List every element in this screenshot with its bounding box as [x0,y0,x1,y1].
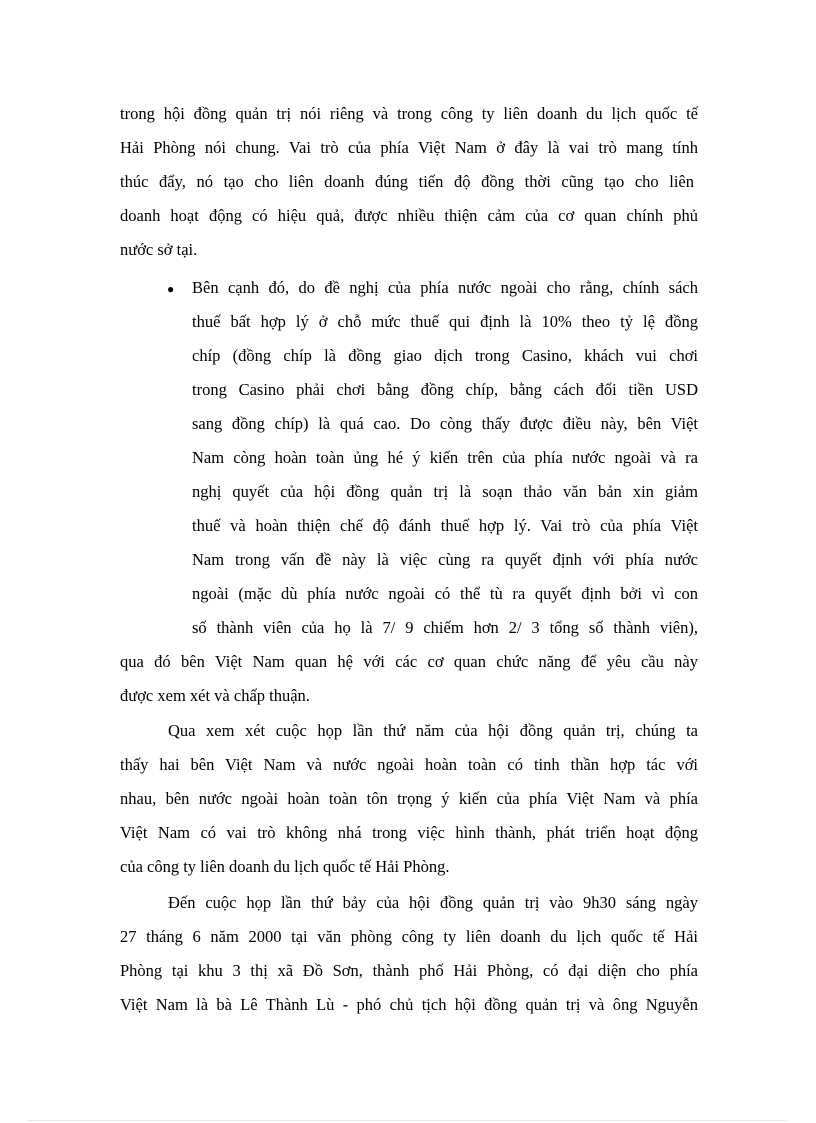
paragraph-3-line: 27 tháng 6 năm 2000 tại văn phòng công ty liên doanh du lịch quốc tế Hải [120,927,698,946]
bullet-icon: ● [167,282,175,296]
paragraph-3-line: Phòng tại khu 3 thị xã Đồ Sơn, thành phố Hải Phòng, có đại diện cho phía [120,961,698,980]
bullet-item-line: Nam trong vấn đề này là việc cùng ra quyết định với phía nước [192,550,698,569]
bullet-item-line: số thành viên của họ là 7/ 9 chiếm hơn 2/ 3 tổng số thành viên), [192,618,698,637]
bullet-item-line: nghị quyết của hội đồng quản trị là soạn thảo văn bản xin giảm [192,482,698,501]
paragraph-2-line: nhau, bên nước ngoài hoàn toàn tôn trọng ý kiến của phía Việt Nam và phía [120,789,698,808]
page-bottom-divider [28,1120,788,1121]
bullet-item-line: thuế bất hợp lý ở chỗ mức thuế qui định là 10% theo tỷ lệ đồng [192,312,698,331]
bullet-continuation-line: được xem xét và chấp thuận. [120,686,310,705]
paragraph-3-line: Việt Nam là bà Lê Thành Lù - phó chủ tịch hội đồng quản trị và ông Nguyễn [120,995,698,1014]
paragraph-1-line: trong hội đồng quản trị nói riêng và trong công ty liên doanh du lịch quốc tế [120,104,698,123]
paragraph-2-line: Việt Nam có vai trò không nhá trong việc hình thành, phát triển hoạt động [120,823,698,842]
bullet-item-line: thuế và hoàn thiện chế độ đánh thuế hợp lý. Vai trò của phía Việt [192,516,698,535]
paragraph-2-line: Qua xem xét cuộc họp lần thứ năm của hội đồng quản trị, chúng ta [168,721,698,740]
bullet-item-line: ngoài (mặc dù phía nước ngoài có thể tù ra quyết định bởi vì con [192,584,698,603]
bullet-item-line: trong Casino phải chơi bằng đồng chíp, bằng cách đổi tiền USD [192,380,698,399]
paragraph-1-line: thúc đẩy, nó tạo cho liên doanh đúng tiến độ đồng thời cũng tạo cho liên [120,172,694,191]
bullet-item-line: chíp (đồng chíp là đồng giao dịch trong Casino, khách vui chơi [192,346,698,365]
paragraph-2-line: thấy hai bên Việt Nam và nước ngoài hoàn toàn có tinh thần hợp tác với [120,755,698,774]
paragraph-1-line: nước sở tại. [120,240,198,259]
paragraph-3-line: Đến cuộc họp lần thứ bảy của hội đồng quản trị vào 9h30 sáng ngày [168,893,698,912]
bullet-item-line: Nam còng hoàn toàn ủng hé ý kiến trên của phía nước ngoài và ra [192,448,698,467]
paragraph-2-line: của công ty liên doanh du lịch quốc tế Hải Phòng. [120,857,450,876]
paragraph-1-line: Hải Phòng nói chung. Vai trò của phía Việt Nam ở đây là vai trò mang tính [120,138,698,157]
bullet-item-line: sang đồng chíp) là quá cao. Do còng thấy được điều này, bên Việt [192,414,698,433]
bullet-item-line: Bên cạnh đó, do đề nghị của phía nước ngoài cho rằng, chính sách [192,278,698,297]
paragraph-1-line: doanh hoạt động có hiệu quả, được nhiều thiện cảm của cơ quan chính phủ [120,206,698,225]
bullet-continuation-line: qua đó bên Việt Nam quan hệ với các cơ quan chức năng để yêu cầu này [120,652,698,671]
